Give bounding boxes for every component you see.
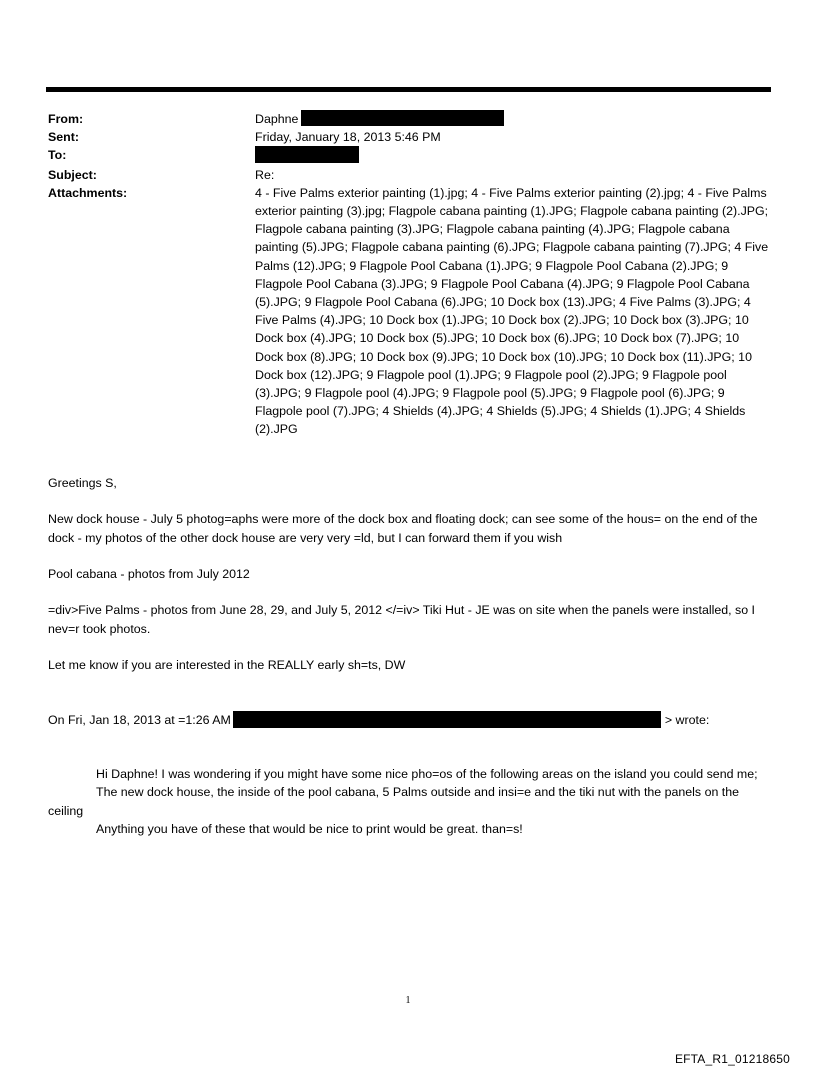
sent-row [48, 128, 770, 146]
body-paragraph: Let me know if you are interested in the REALLY early sh=ts, DW [48, 657, 406, 672]
quoted-line: Anything you have of these that would be nice to print would be great. than=s! [96, 821, 523, 836]
greeting: Greetings S, [48, 476, 117, 490]
redaction-bar [233, 711, 661, 728]
sent-label: Sent: [48, 130, 79, 145]
sent-value: Friday, January 18, 2013 5:46 PM [255, 130, 441, 145]
body-paragraph: =div>Five Palms - photos from June 28, 29, and July 5, 2012 </=iv> Tiki Hut - JE was on site when the panels were installed, so I nev=r took photos. [48, 603, 755, 636]
quoted-header [48, 711, 773, 729]
attachments-label: Attachments: [48, 185, 128, 200]
email-header [48, 110, 770, 439]
quoted-line: Hi Daphne! I was wondering if you might have some nice pho=os of the following areas on the island you could send me; [96, 767, 758, 782]
page-number: 1 [405, 995, 411, 1006]
from-label: From: [48, 112, 84, 126]
from-value [255, 110, 770, 128]
redaction-bar [301, 110, 504, 126]
subject-row [48, 166, 770, 184]
body-paragraph: New dock house - July 5 photog=aphs were more of the dock box and floating dock; can see some of the hous= on the end of the dock - my photos of the other dock house are very very =ld, but I can forward them if you wish [48, 512, 758, 545]
email-body [48, 474, 773, 838]
quoted-intro: On Fri, Jan 18, 2013 at =1:26 AM [48, 712, 231, 727]
subject-label: Subject: [48, 167, 97, 182]
quoted-wrote: > wrote: [664, 712, 710, 727]
to-label: To: [48, 148, 67, 163]
from-row [48, 110, 770, 128]
from-name: Daphne [255, 112, 299, 126]
quoted-line: The new dock house, the inside of the pool cabana, 5 Palms outside and insi=e and the tiki nut with the panels on the ceiling [48, 785, 740, 818]
attachments-row [48, 184, 770, 439]
body-paragraph: Pool cabana - photos from July 2012 [48, 566, 250, 581]
header-rule [46, 87, 771, 92]
attachments-value: 4 - Five Palms exterior painting (1).jpg; 4 - Five Palms exterior painting (2).jpg; 4 - Five Palms exterior painting (3).jpg; Flagpole cabana painting (1).JPG; Flagpole cabana painting (2).JPG; Flagpole cabana painting (3).JPG; Flagpole cabana painting (4).JPG; Flagpole cabana painting (5).JPG; Flagpole cabana painting (6).JPG; Flagpole cabana painting (7).JPG; 4 Five Palms (12).JPG; 9 Flagpole Pool Cabana (1).JPG; 9 Flagpole Pool Cabana (2).JPG; 9 Flagpole Pool Cabana (3).JPG; 9 Flagpole Pool Cabana (4).JPG; 9 Flagpole Pool Cabana (5).JPG; 9 Flagpole Pool Cabana (6).JPG; 10 Dock box (13).JPG; 4 Five Palms (3).JPG; 4 Five Palms (4).JPG; 10 Dock box (1).JPG; 10 Dock box (2).JPG; 10 Dock box (3).JPG; 10 Dock box (4).JPG; 10 Dock box (5).JPG; 10 Dock box (6).JPG; 10 Dock box (7).JPG; 10 Dock box (8).JPG; 10 Dock box (9).JPG; 10 Dock box (10).JPG; 10 Dock box (11).JPG; 10 Dock box (12).JPG; 9 Flagpole pool (1).JPG; 9 Flagpole pool (2).JPG; 9 Flagpole pool (3).JPG; 9 Flagpole pool (4).JPG; 9 Flagpole pool (5).JPG; 9 Flagpole pool (6).JPG; 9 Flagpole pool (7).JPG; 4 Shields (4).JPG; 4 Shields (5).JPG; 4 Shields (1).JPG; 4 Shields (2).JPG [255, 185, 769, 437]
subject-value: Re: [255, 167, 275, 182]
to-value [255, 146, 770, 165]
bates-number: EFTA_R1_01218650 [674, 1052, 790, 1066]
redaction-bar [255, 146, 359, 163]
to-row [48, 146, 770, 165]
quoted-message [48, 765, 773, 838]
